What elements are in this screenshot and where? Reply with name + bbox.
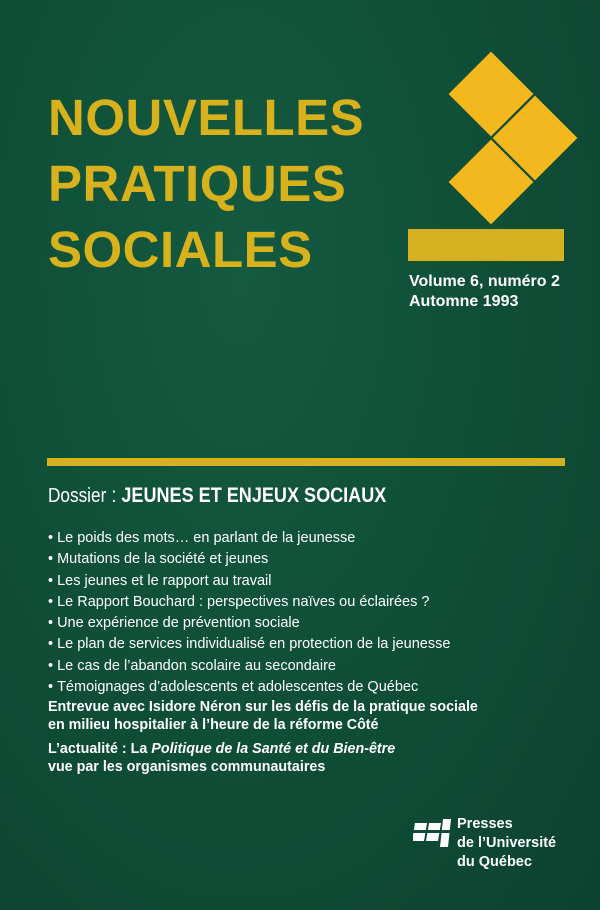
actualite-line-2: vue par les organismes communautaires bbox=[48, 759, 326, 775]
title-line-2: PRATIQUES bbox=[48, 155, 347, 212]
dossier-topic: JEUNES ET ENJEUX SOCIAUX bbox=[121, 484, 387, 507]
actualite-prefix: La bbox=[126, 741, 152, 757]
publisher-line-2: de l’Université bbox=[457, 835, 557, 851]
volume-number: Volume 6, numéro 2 bbox=[409, 273, 560, 290]
gold-bar bbox=[408, 229, 564, 261]
list-item: • Le poids des mots… en parlant de la jeunesse bbox=[48, 528, 450, 549]
gold-divider bbox=[47, 458, 565, 466]
list-item: • Les jeunes et le rapport au travail bbox=[48, 571, 450, 592]
interview-line-1: Entrevue avec Isidore Néron sur les défis de la pratique sociale bbox=[48, 699, 478, 715]
interview-feature bbox=[48, 698, 478, 734]
issue-season: Automne 1993 bbox=[409, 293, 519, 310]
title-line-3: SOCIALES bbox=[48, 221, 313, 278]
dossier-separator: : bbox=[106, 484, 122, 507]
list-item: • Le cas de l’abandon scolaire au secondaire bbox=[48, 656, 450, 677]
interview-line-2: en milieu hospitalier à l’heure de la réforme Côté bbox=[48, 717, 379, 733]
list-item: • Le Rapport Bouchard : perspectives naïves ou éclairées ? bbox=[48, 592, 450, 613]
actualite-feature bbox=[48, 740, 395, 776]
dossier-heading bbox=[48, 484, 386, 508]
list-item: • Une expérience de prévention sociale bbox=[48, 613, 450, 634]
actualite-title: Politique de la Santé et du Bien-être bbox=[151, 741, 396, 757]
actualite-line-1 bbox=[48, 740, 395, 758]
list-item: • Le plan de services individualisé en protection de la jeunesse bbox=[48, 634, 450, 655]
list-item: • Témoignages d’adolescents et adolescentes de Québec bbox=[48, 677, 450, 698]
list-item: • Mutations de la société et jeunes bbox=[48, 549, 450, 570]
issue-info bbox=[409, 272, 560, 312]
journal-title bbox=[48, 85, 364, 283]
publisher-name bbox=[457, 815, 556, 872]
actualite-label: L’actualité : bbox=[48, 741, 127, 757]
title-line-1: NOUVELLES bbox=[48, 89, 365, 146]
dossier-label: Dossier bbox=[48, 485, 107, 507]
publisher-line-3: du Québec bbox=[457, 854, 532, 870]
dossier-list bbox=[48, 528, 450, 698]
puq-logo-icon bbox=[413, 817, 451, 847]
publisher-line-1: Presses bbox=[457, 816, 513, 832]
publisher-block bbox=[413, 815, 583, 875]
